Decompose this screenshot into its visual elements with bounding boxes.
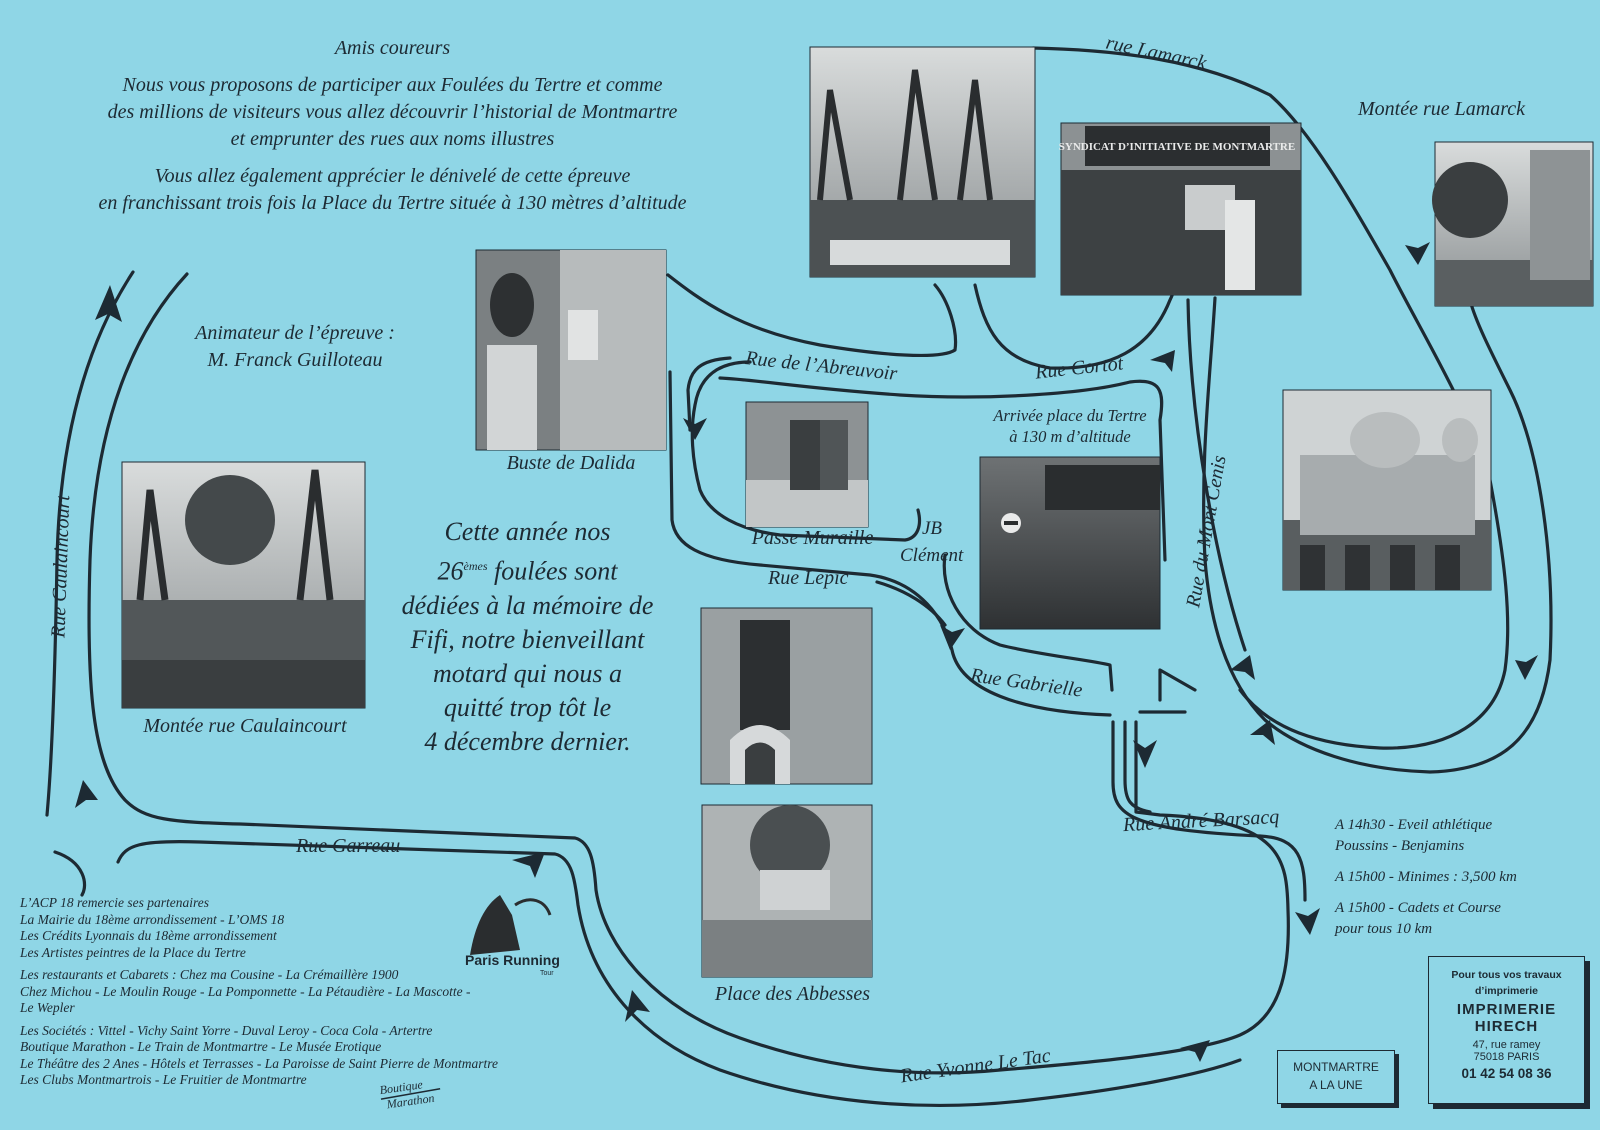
sponsor-line: Les restaurants et Cabarets : Chez ma Cousine - La Crémaillère 1900 (20, 967, 399, 982)
arrow-icon (1150, 350, 1175, 372)
dedication-line: Fifi, notre bienveillant (410, 624, 645, 654)
dedication-line (390, 549, 665, 589)
sponsor-line: Les Clubs Montmartrois - Le Fruitier de Montmartre (20, 1072, 307, 1087)
dedication-line: motard qui nous a (433, 658, 622, 688)
program-line: A 14h30 - Eveil athlétique (1335, 817, 1493, 833)
street-label-lamarck: rue Lamarck (1103, 31, 1209, 75)
photo-dalida (476, 250, 666, 450)
sponsor-line: Les Crédits Lyonnais du 18ème arrondissement (20, 928, 277, 943)
sponsor-line: Boutique Marathon - Le Train de Montmartre - Le Musée Erotique (20, 1039, 382, 1054)
street-label-jb: JB (922, 518, 943, 539)
dedication (390, 515, 665, 759)
photo-caulaincourt (122, 462, 365, 708)
paris-running-tour: Tour (540, 970, 554, 977)
photo-sacre-coeur (1283, 390, 1491, 590)
route-abreuvoir-north (668, 275, 956, 355)
dedication-text: foulées sont (487, 556, 618, 586)
host-block (160, 320, 430, 374)
caption-passe-muraille: Passe Muraille (751, 527, 874, 549)
sponsor-line: Les Sociétés : Vittel - Vichy Saint Yorre - Duval Leroy - Coca Cola - Artertre (20, 1022, 433, 1038)
dedication-line: 4 décembre dernier. (424, 726, 631, 756)
program-line: Poussins - Benjamins (1335, 838, 1465, 854)
street-label-montee-lamarck: Montée rue Lamarck (1358, 98, 1525, 120)
printer-ad (1428, 956, 1585, 1104)
host-line: Animateur de l’épreuve : (195, 322, 395, 344)
street-label-lepic: Rue Lepic (768, 567, 849, 589)
marathon-text: Marathon (385, 1090, 436, 1112)
sponsor-line: La Mairie du 18ème arrondissement - L’OMS 18 (20, 911, 285, 927)
dedication-line: dédiées à la mémoire de (401, 590, 654, 620)
caption-abbesses: Place des Abbesses (714, 983, 871, 1005)
street-label-caulaincourt: Rue Caulaincourt (47, 494, 75, 639)
photo-abbesses (702, 805, 872, 977)
intro-line: en franchissant trois fois la Place du Tertre située à 130 mètres d’altitude (98, 192, 687, 214)
street-label-yvonne-le-tac: Rue Yvonne Le Tac (899, 1044, 1053, 1088)
dedication-sup: èmes (463, 559, 488, 573)
sponsor-line: Chez Michou - Le Moulin Rouge - La Pomponnette - La Pétaudière - La Mascotte - (20, 983, 471, 999)
caption-caulaincourt: Montée rue Caulaincourt (143, 715, 347, 737)
printer-name: HIRECH (1474, 1018, 1539, 1035)
arrow-icon (1405, 242, 1430, 265)
syndicat-sign-text: SYNDICAT D’INITIATIVE DE MONTMARTRE (1058, 141, 1296, 153)
caption-arrivee-line: Arrivée place du Tertre (993, 406, 1147, 425)
printer-name: IMPRIMERIE (1456, 1001, 1557, 1018)
caption-dalida: Buste de Dalida (506, 452, 636, 474)
arrow-icon (940, 625, 965, 650)
dedication-number: 26 (437, 556, 464, 586)
intro-greeting: Amis coureurs (334, 37, 451, 59)
photo-syndicat-initiative (1059, 123, 1301, 295)
printer-phone: 01 42 54 08 36 (1461, 1066, 1552, 1081)
program-line: A 15h00 - Cadets et Course (1335, 900, 1501, 916)
caption-arrivee (960, 405, 1180, 447)
sponsors-list (20, 895, 600, 1089)
intro-line: Nous vous proposons de participer aux Foulées du Tertre et comme (122, 74, 663, 96)
street-label-mont-cenis: Rue du Mont Cenis (1182, 453, 1231, 610)
dedication-line: Cette année nos (444, 517, 611, 546)
intro-line: Vous allez également apprécier le dénivelé de cette épreuve (154, 165, 631, 187)
arrow-icon (1295, 908, 1320, 935)
montmartre-une-text: A LA UNE (1309, 1078, 1363, 1092)
arrow-icon (75, 780, 98, 808)
printer-city: 75018 PARIS (1473, 1051, 1540, 1063)
arrow-icon (683, 418, 707, 440)
photo-moulin (701, 608, 872, 784)
sponsor-line: L’ACP 18 remercie ses partenaires (20, 895, 209, 910)
boutique-text: Boutique (378, 1077, 424, 1098)
street-label-garreau: Rue Garreau (296, 835, 401, 857)
montmartre-une-text: MONTMARTRE (1293, 1060, 1379, 1074)
host-name: M. Franck Guilloteau (207, 349, 383, 371)
paris-running-text: Paris Running (465, 952, 560, 968)
route-garreau-stub-left (55, 852, 85, 895)
street-label-barsacq: Rue André Barsacq (1122, 805, 1280, 837)
race-program (1335, 815, 1517, 940)
street-label-cortot: Rue Cortot (1034, 352, 1125, 384)
photo-place-tertre (980, 457, 1160, 629)
photo-street-lamarck (810, 47, 1035, 277)
caption-arrivee-line: à 130 m d’altitude (1009, 427, 1131, 446)
arrow-icon (512, 852, 545, 878)
sponsor-line: Le Théâtre des 2 Anes - Hôtels et Terrasses - La Paroisse de Saint Pierre de Montmartre (20, 1055, 498, 1071)
photo-montee-lamarck (1432, 142, 1593, 306)
street-label-clement: Clément (900, 545, 964, 566)
intro-line: des millions de visiteurs vous allez découvrir l’historial de Montmartre (107, 101, 678, 123)
printer-tagline: d’imprimerie (1474, 985, 1539, 997)
montmartre-a-la-une-logo (1277, 1050, 1395, 1104)
printer-address: 47, rue ramey (1472, 1039, 1541, 1051)
intro-block (20, 35, 765, 217)
sponsor-line: Les Artistes peintres de la Place du Tertre (20, 944, 246, 960)
printer-tagline: Pour tous vos travaux (1451, 969, 1562, 981)
dedication-line: quitté trop tôt le (443, 692, 612, 722)
route-corner (1160, 670, 1195, 700)
photo-passe-muraille (746, 402, 868, 527)
program-line: A 15h00 - Minimes : 3,500 km (1335, 869, 1517, 885)
arrow-icon (1515, 655, 1538, 680)
street-label-gabrielle: Rue Gabrielle (969, 664, 1084, 702)
sponsor-line: Le Wepler (20, 1000, 75, 1015)
program-line: pour tous 10 km (1335, 921, 1433, 937)
intro-line: et emprunter des rues aux noms illustres (230, 128, 555, 150)
street-label-abreuvoir: Rue de l’Abreuvoir (744, 347, 899, 385)
